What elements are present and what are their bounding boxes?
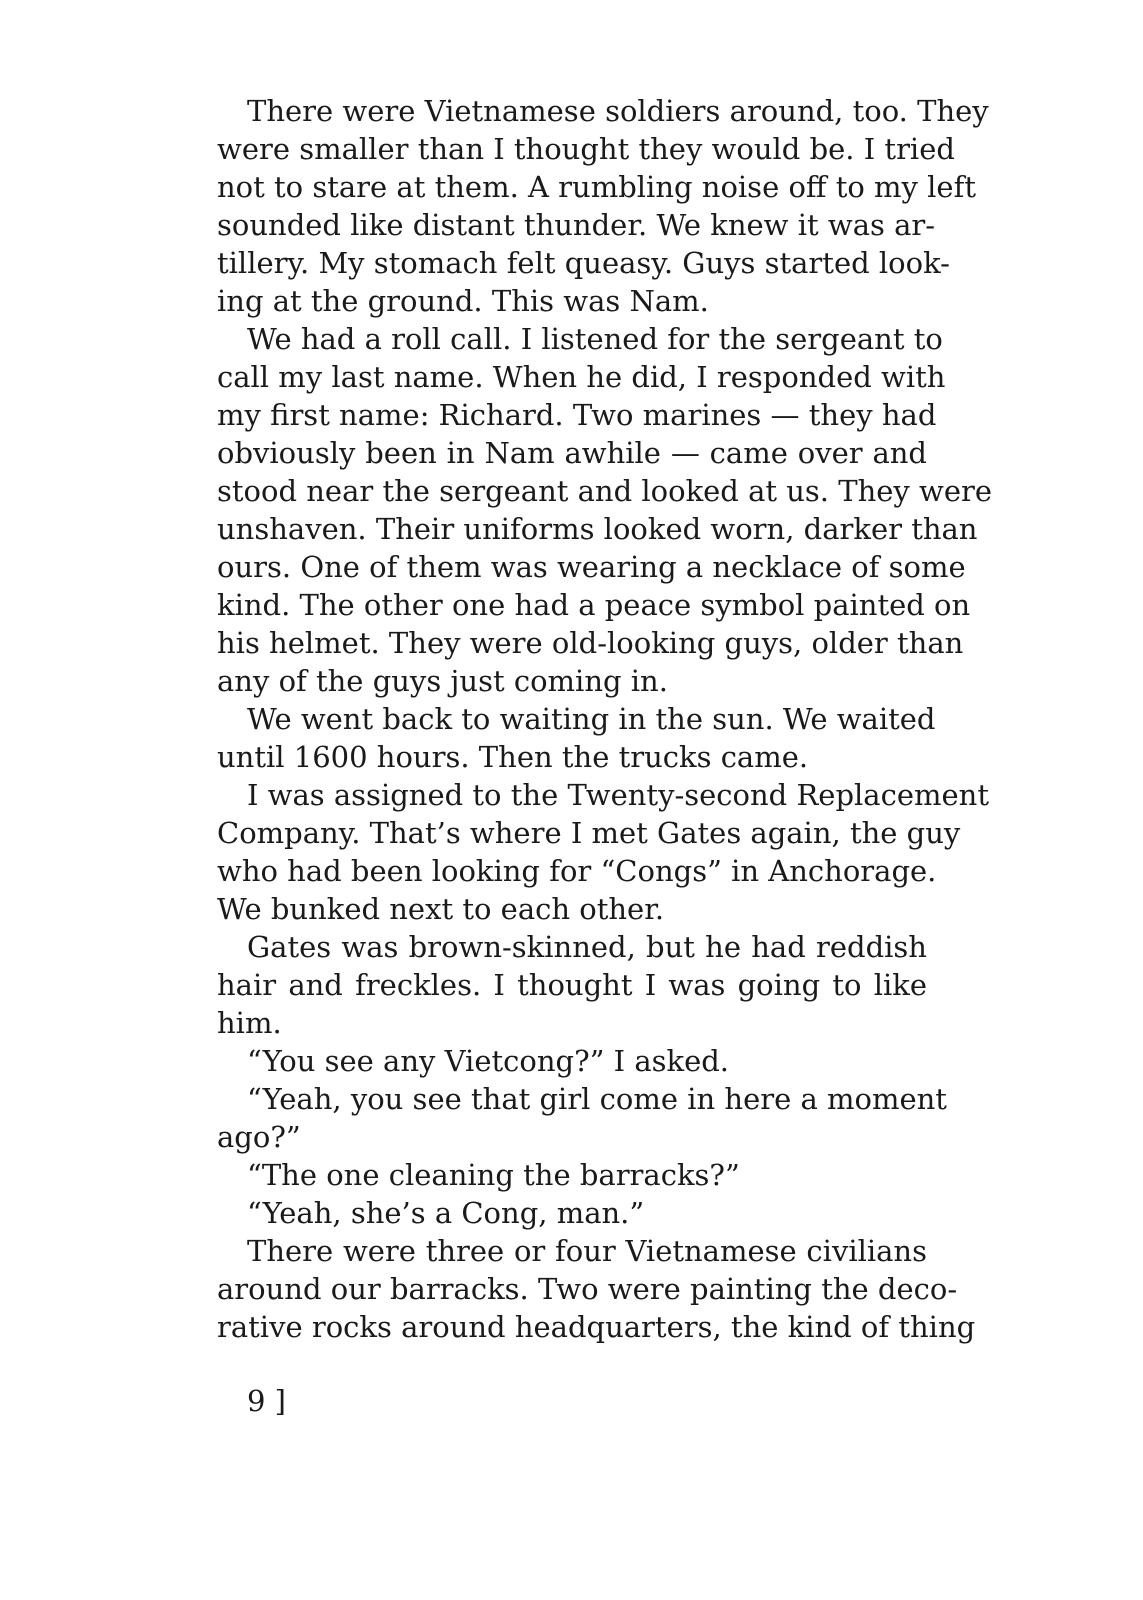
- text-line: “The one cleaning the barracks?”: [247, 1158, 740, 1192]
- text-line: There were three or four Vietnamese civilians: [247, 1234, 927, 1268]
- text-line: around our barracks. Two were painting the deco-: [217, 1272, 958, 1306]
- text-line: my first name: Richard. Two marines — they had: [217, 398, 937, 432]
- text-line: Gates was brown-skinned, but he had reddish: [247, 930, 927, 964]
- text-line: were smaller than I thought they would be. I tried: [217, 132, 955, 166]
- text-line: ago?”: [217, 1120, 301, 1154]
- text-line: “Yeah, you see that girl come in here a moment: [247, 1082, 947, 1116]
- text-line: “You see any Vietcong?” I asked.: [247, 1044, 730, 1078]
- text-line: not to stare at them. A rumbling noise off to my left: [217, 170, 976, 204]
- text-line: hair and freckles. I thought I was going to like: [217, 968, 927, 1002]
- text-line: stood near the sergeant and looked at us. They were: [217, 474, 993, 508]
- page-number: 9 ]: [247, 1384, 286, 1418]
- text-line: ing at the ground. This was Nam.: [217, 284, 709, 318]
- text-line: call my last name. When he did, I responded with: [217, 360, 946, 394]
- text-line: his helmet. They were old-looking guys, older than: [217, 626, 964, 660]
- text-line: until 1600 hours. Then the trucks came.: [217, 740, 809, 774]
- text-line: There were Vietnamese soldiers around, too. They: [247, 94, 989, 128]
- body-text: [217, 92, 993, 1346]
- text-line: obviously been in Nam awhile — came over and: [217, 436, 927, 470]
- text-line: kind. The other one had a peace symbol painted on: [217, 588, 971, 622]
- text-line: I was assigned to the Twenty-second Replacement: [247, 778, 989, 812]
- text-line: who had been looking for “Congs” in Anchorage.: [217, 854, 937, 888]
- text-line: We went back to waiting in the sun. We waited: [247, 702, 936, 736]
- text-line: him.: [217, 1006, 282, 1040]
- text-line: “Yeah, she’s a Cong, man.”: [247, 1196, 645, 1230]
- text-line: sounded like distant thunder. We knew it was ar-: [217, 208, 936, 242]
- text-line: ours. One of them was wearing a necklace of some: [217, 550, 966, 584]
- text-line: rative rocks around headquarters, the kind of thing: [217, 1310, 976, 1344]
- text-line: unshaven. Their uniforms looked worn, darker than: [217, 512, 978, 546]
- text-line: any of the guys just coming in.: [217, 664, 668, 698]
- text-line: tillery. My stomach felt queasy. Guys started look-: [217, 246, 950, 280]
- text-line: We had a roll call. I listened for the sergeant to: [247, 322, 943, 356]
- text-line: We bunked next to each other.: [217, 892, 665, 926]
- text-line: Company. That’s where I met Gates again, the guy: [217, 816, 961, 850]
